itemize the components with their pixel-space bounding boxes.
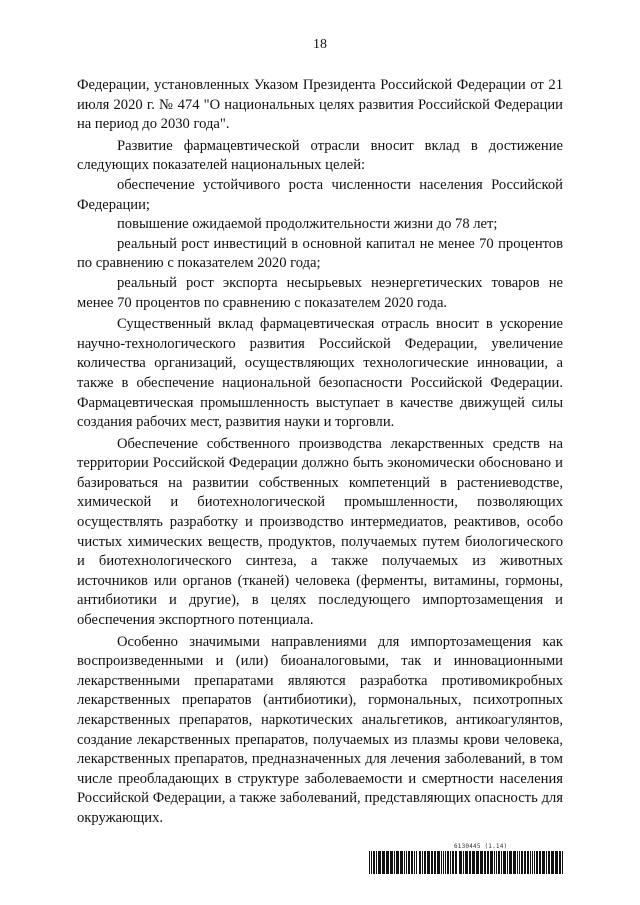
- barcode-bar: [480, 851, 483, 874]
- barcode: [369, 851, 563, 874]
- barcode-bar: [455, 851, 457, 874]
- barcode-bar: [434, 851, 436, 874]
- barcode-bar: [373, 851, 375, 874]
- barcode-bar: [394, 851, 395, 874]
- barcode-bar: [414, 851, 415, 874]
- barcode-bar: [404, 851, 405, 874]
- barcode-bar: [517, 851, 518, 874]
- barcode-bar: [406, 851, 407, 874]
- barcode-bar: [532, 851, 533, 874]
- barcode-bar: [369, 851, 370, 874]
- barcode-bar: [424, 851, 426, 874]
- barcode-bar: [376, 851, 377, 874]
- barcode-bar: [562, 851, 563, 874]
- barcode-bar: [490, 851, 493, 874]
- barcode-bar: [378, 851, 381, 874]
- paragraph-9: Особенно значимыми направлениями для импортозамещения как воспроизведенными и (или) биоаналоговыми, так и инновационными лекарственными препаратами являются разработка противомикробных лекарственных препаратов (антибиотики), гормональных, психотропных лекарственных препаратов, наркотических анальгетиков, антикоагулянтов, создание лекарственных препаратов, получаемых из плазмы крови человека, лекарственных препаратов, предназначенных для лечения заболеваний, в том числе преобладающих в структуре заболеваемости и смертности населения Российской Федерации, а также заболеваний, представляющих опасность для окружающих.: [77, 633, 563, 826]
- barcode-bar: [530, 851, 531, 874]
- barcode-bar: [527, 851, 529, 874]
- barcode-bar: [472, 851, 475, 874]
- paragraph-5: реальный рост инвестиций в основной капитал не менее 70 процентов по сравнению с показателем 2020 года;: [77, 235, 563, 272]
- barcode-bar: [411, 851, 413, 874]
- barcode-bar: [519, 851, 520, 874]
- barcode-bar: [447, 851, 449, 874]
- barcode-bar: [371, 851, 372, 874]
- barcode-bar: [487, 851, 489, 874]
- barcode-bar: [521, 851, 523, 874]
- barcode-bar: [555, 851, 558, 874]
- barcode-bar: [494, 851, 495, 874]
- barcode-code: 6130445 (1.14): [454, 843, 508, 850]
- paragraph-4: повышение ожидаемой продолжительности жизни до 78 лет;: [117, 216, 498, 233]
- barcode-bar: [419, 851, 421, 874]
- barcode-bar: [443, 851, 444, 874]
- barcode-bar: [459, 851, 462, 874]
- barcode-bar: [524, 851, 526, 874]
- barcode-bar: [441, 851, 442, 874]
- barcode-bar: [534, 851, 535, 874]
- paragraph-6: реальный рост экспорта несырьевых неэнергетических товаров не менее 70 процентов по сравнению с показателем 2020 года.: [77, 274, 563, 311]
- barcode-bar: [498, 851, 500, 874]
- paragraph-2: Развитие фармацевтической отрасли вносит вклад в достижение следующих показателей национальных целей:: [77, 137, 563, 174]
- paragraph-1: Федерации, установленных Указом Президента Российской Федерации от 21 июля 2020 г. № 474 "О национальных целях развития Российской Федерации на период до 2030 года".: [77, 77, 563, 133]
- barcode-bar: [509, 851, 512, 874]
- barcode-bar: [382, 851, 385, 874]
- barcode-bar: [551, 851, 554, 874]
- barcode-bar: [559, 851, 561, 874]
- barcode-bar: [400, 851, 403, 874]
- barcode-bar: [501, 851, 502, 874]
- paragraph-7: Существенный вклад фармацевтическая отрасль вносит в ускорение научно-технологического развития Российской Федерации, увеличение количества организаций, осуществляющих технологические инновации, а также в обеспечение национальной безопасности Российской Федерации. Фармацевтическая промышленность выступает в качестве движущей силы создания рабочих мест, развития науки и торговли.: [77, 316, 563, 431]
- barcode-bar: [416, 851, 417, 874]
- barcode-bar: [469, 851, 471, 874]
- barcode-bar: [427, 851, 430, 874]
- barcode-bar: [546, 851, 547, 874]
- barcode-bar: [445, 851, 446, 874]
- paragraph-8: Обеспечение собственного производства лекарственных средств на территории Российской Федерации должно быть экономически обосновано и базироваться на развитии собственных компетенций в растениеводстве, химической и биотехнологической промышленности, позволяющих осуществлять разработку и производство интермедиатов, реактивов, особо чистых химических веществ, продуктов, получаемых путем биологического и биотехнологического синтеза, а также получаемых из животных источников или органов (тканей) человека (ферменты, витамины, гормоны, антибиотики и другие), в целях последующего импортозамещения и обеспечения экспортного потенциала.: [77, 435, 563, 629]
- barcode-bar: [507, 851, 508, 874]
- barcode-bar: [452, 851, 454, 874]
- barcode-bar: [431, 851, 433, 874]
- barcode-bar: [450, 851, 451, 874]
- barcode-bar: [386, 851, 389, 874]
- barcode-bar: [496, 851, 497, 874]
- barcode-bar: [539, 851, 541, 874]
- barcode-bar: [536, 851, 538, 874]
- barcode-bar: [396, 851, 399, 874]
- barcode-bar: [548, 851, 550, 874]
- barcode-bar: [503, 851, 506, 874]
- body-text: [77, 76, 563, 829]
- barcode-bar: [408, 851, 410, 874]
- barcode-bar: [513, 851, 516, 874]
- barcode-bar: [422, 851, 423, 874]
- barcode-bar: [390, 851, 393, 874]
- barcode-bar: [542, 851, 545, 874]
- barcode-bar: [476, 851, 479, 874]
- barcode-bar: [484, 851, 486, 874]
- paragraph-3: обеспечение устойчивого роста численности населения Российской Федерации;: [77, 176, 563, 213]
- barcode-bar: [437, 851, 440, 874]
- barcode-bar: [463, 851, 464, 874]
- barcode-bar: [465, 851, 468, 874]
- page-number: 18: [313, 37, 327, 52]
